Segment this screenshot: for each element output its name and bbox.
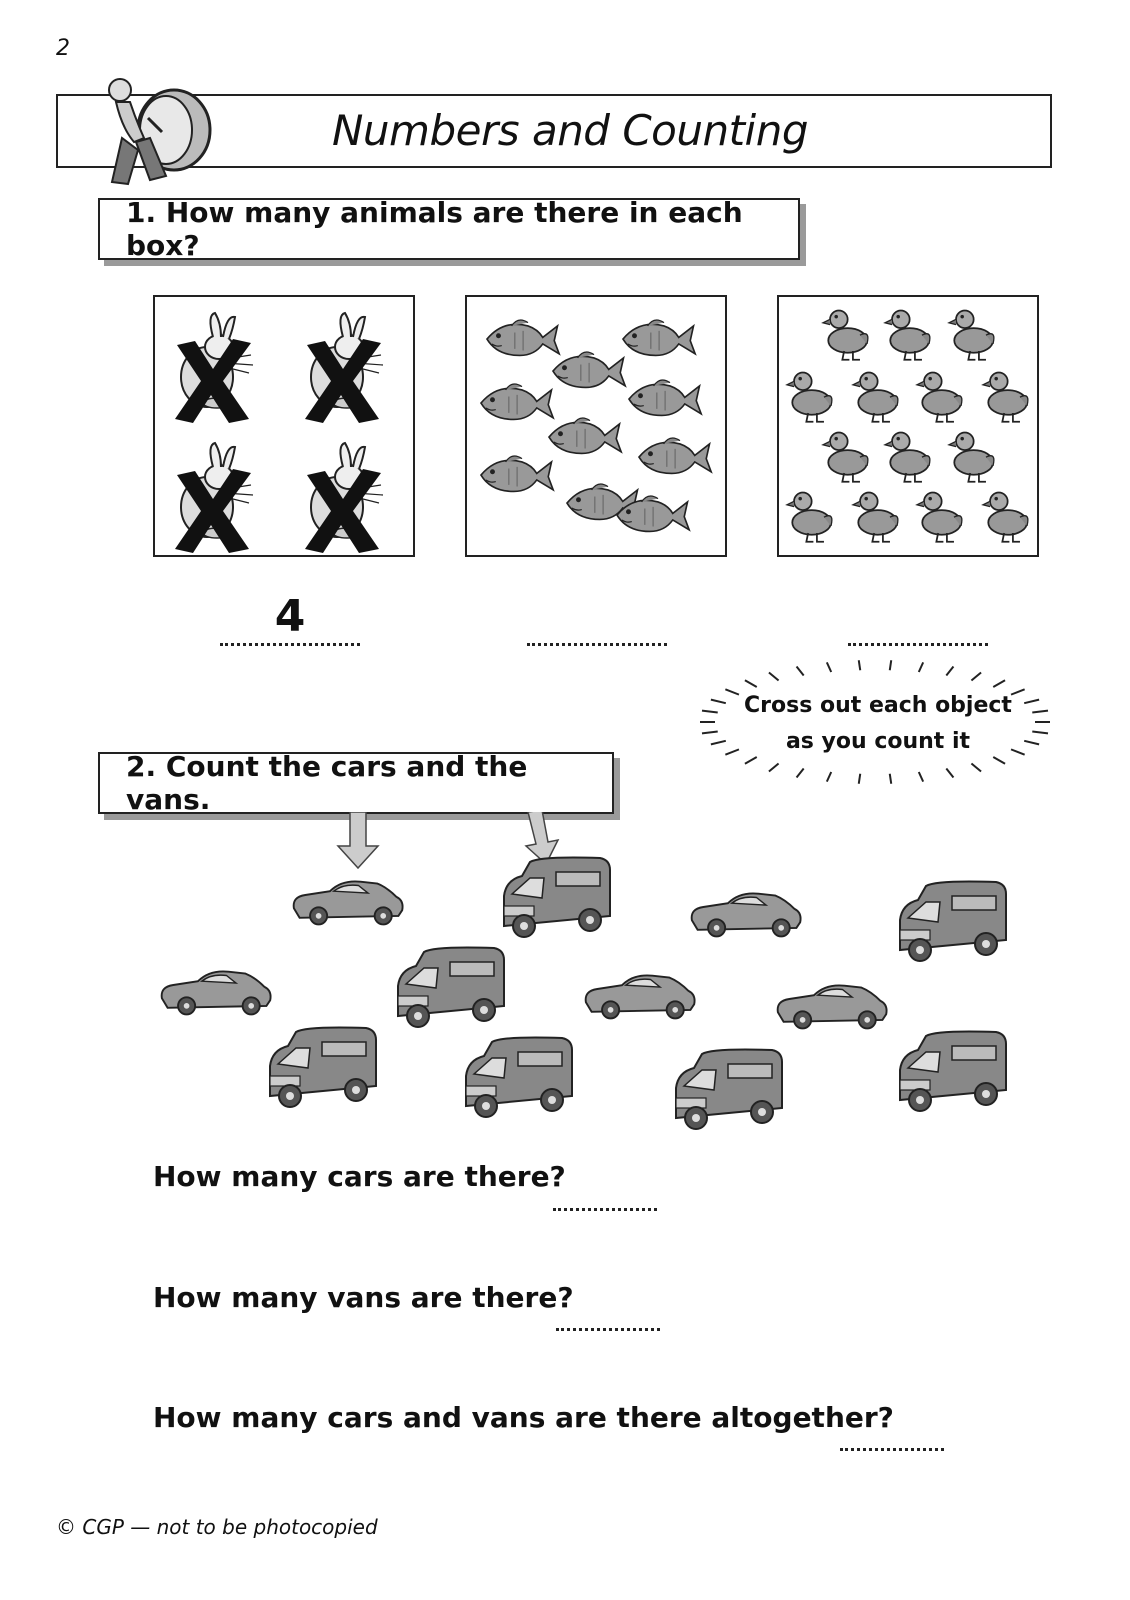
duck-icon [885,311,930,360]
question-2-label: 2. Count the cars and the vans. [98,752,614,814]
rabbit-icon [175,313,253,423]
burst-line [919,772,923,782]
fish-box [465,295,727,557]
rabbit-icon [305,443,383,553]
burst-line [702,732,718,734]
duck-icon [949,433,994,482]
burst-line [971,673,981,681]
burst-line [797,666,804,675]
fish-icon [481,384,553,419]
van-icon [900,1032,1006,1112]
burst-line [711,741,726,745]
question-total: How many cars and vans are there altogether? [153,1401,894,1434]
van-icon [398,948,504,1028]
question-1-label: 1. How many animals are there in each box? [98,198,800,260]
fish-icon [549,418,621,453]
burst-line [919,662,923,672]
duck-icon [983,493,1028,542]
fish-icon [639,438,711,473]
vehicle-group [150,840,1030,1140]
answer-line-ducks[interactable] [848,643,988,646]
van-icon [504,858,610,938]
duck-icon [853,373,898,422]
burst-line [859,660,860,670]
duck-icon [823,311,868,360]
burst-line [745,680,757,687]
van-icon [466,1038,572,1118]
burst-line [1032,732,1048,734]
car-icon [586,975,695,1018]
duck-box [777,295,1039,557]
rabbit-group [155,297,413,555]
page-number: 2 [56,36,70,61]
duck-icon [787,373,832,422]
burst-line [797,769,804,778]
answer-line-vans[interactable] [556,1328,660,1331]
car-icon [778,985,887,1028]
burst-line [769,763,779,771]
tip-text [728,688,1028,760]
duck-icon [949,311,994,360]
burst-line [971,763,981,771]
fish-icon [623,320,695,355]
burst-line [890,774,891,784]
duck-icon [853,493,898,542]
burst-line [1032,711,1048,713]
answer-line-total[interactable] [840,1448,944,1451]
rabbit-box [153,295,415,557]
page-title: Numbers and Counting [332,106,808,155]
rabbit-icon [305,313,383,423]
burst-line [827,772,831,782]
van-icon [900,882,1006,962]
answer-rabbits: 4 [274,591,306,642]
burst-line [711,700,726,704]
duck-icon [917,493,962,542]
burst-line [769,673,779,681]
duck-icon [787,493,832,542]
duck-group [779,297,1037,555]
tip-line-2: as you count it [785,729,971,754]
answer-line-cars[interactable] [553,1208,657,1211]
tip-line-1: Cross out each object [744,693,1012,718]
burst-line [827,662,831,672]
fish-icon [487,320,559,355]
answer-line-fish[interactable] [527,643,667,646]
burst-line [890,660,891,670]
burst-line [859,774,860,784]
burst-line [702,711,718,713]
car-icon [692,893,801,936]
duck-icon [917,373,962,422]
burst-line [946,666,953,675]
duck-icon [823,433,868,482]
van-icon [676,1050,782,1130]
question-vans: How many vans are there? [153,1281,574,1314]
car-icon [162,971,271,1014]
drummer-mascot-icon [92,72,220,190]
fish-icon [553,352,625,387]
rabbit-icon [175,443,253,553]
burst-line [946,769,953,778]
fish-icon [481,456,553,491]
fish-group [467,297,725,555]
duck-icon [983,373,1028,422]
duck-icon [885,433,930,482]
fish-icon [629,380,701,415]
car-icon [294,881,403,924]
van-icon [270,1028,376,1108]
question-cars: How many cars are there? [153,1160,566,1193]
footer-copyright: © CGP — not to be photocopied [56,1515,378,1539]
burst-line [993,680,1005,687]
answer-line-rabbits[interactable] [220,643,360,646]
